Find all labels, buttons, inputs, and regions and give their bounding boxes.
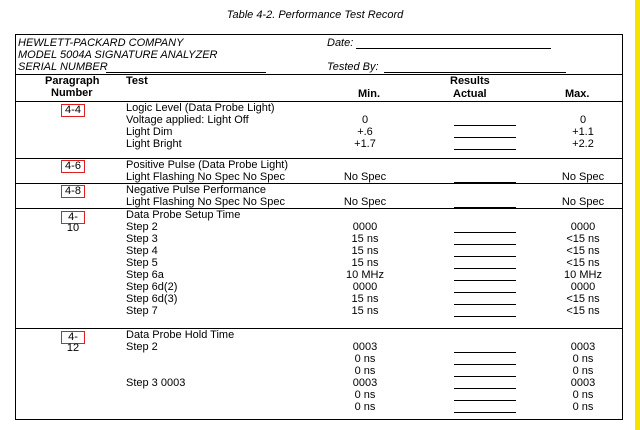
min-value: 15 ns xyxy=(351,233,379,245)
section-divider xyxy=(16,208,622,209)
max-value: No Spec xyxy=(561,196,605,208)
test-step-label: Step 7 xyxy=(126,305,158,317)
actual-result-line[interactable] xyxy=(454,256,516,257)
actual-result-line[interactable] xyxy=(454,244,516,245)
actual-result-line[interactable] xyxy=(454,268,516,269)
actual-result-line[interactable] xyxy=(454,292,516,293)
min-value: 15 ns xyxy=(351,257,379,269)
model-name: MODEL 5004A SIGNATURE ANALYZER xyxy=(18,49,218,61)
max-value: 10 MHz xyxy=(564,269,602,281)
section-title: Data Probe Setup Time xyxy=(126,209,241,221)
side-bar xyxy=(635,0,640,430)
min-value: 0000 xyxy=(352,221,378,233)
min-value: 15 ns xyxy=(351,245,379,257)
actual-column-header: Actual xyxy=(453,88,487,100)
max-value: 0 ns xyxy=(572,401,594,413)
test-step-label: Step 3 xyxy=(126,233,158,245)
test-step-label: Step 2 xyxy=(126,341,158,353)
actual-result-line[interactable] xyxy=(454,316,516,317)
min-value: 0003 xyxy=(352,377,378,389)
test-step-label: Step 6d(2) xyxy=(126,281,178,293)
section-title: Positive Pulse (Data Probe Light) xyxy=(126,159,289,171)
min-value: 10 MHz xyxy=(346,269,384,281)
min-value: 0 ns xyxy=(354,365,376,377)
serial-number-line[interactable] xyxy=(106,72,266,73)
test-step-label: Light Bright xyxy=(126,138,182,150)
min-value: +1.7 xyxy=(354,138,376,150)
paragraph-number-4-12[interactable]: 4-12 xyxy=(61,331,85,344)
table-caption: Table 4-2. Performance Test Record xyxy=(226,9,404,21)
min-value: 0003 xyxy=(352,341,378,353)
actual-result-line[interactable] xyxy=(454,232,516,233)
test-step-label: Voltage applied: Light Off xyxy=(126,114,249,126)
section-divider xyxy=(16,328,622,329)
test-step-label: Step 6d(3) xyxy=(126,293,178,305)
actual-result-line[interactable] xyxy=(454,182,516,183)
paragraph-column-header: Paragraph xyxy=(45,75,100,87)
actual-result-line[interactable] xyxy=(454,304,516,305)
min-value: No Spec xyxy=(343,171,387,183)
test-step-label: Step 2 xyxy=(126,221,158,233)
number-column-header: Number xyxy=(51,87,93,99)
actual-result-line[interactable] xyxy=(454,125,516,126)
actual-result-line[interactable] xyxy=(454,149,516,150)
max-value: 0 ns xyxy=(572,353,594,365)
actual-result-line[interactable] xyxy=(454,137,516,138)
max-value: +1.1 xyxy=(572,126,594,138)
min-value: 0 ns xyxy=(354,401,376,413)
test-step-label: Step 6a xyxy=(126,269,164,281)
tested-by-label: Tested By: xyxy=(327,61,379,73)
paragraph-number-4-8[interactable]: 4-8 xyxy=(61,185,85,198)
max-value: 0000 xyxy=(570,221,596,233)
min-value: 0 xyxy=(361,114,369,126)
test-step-label: Light Flashing No Spec No Spec xyxy=(126,196,285,208)
actual-result-line[interactable] xyxy=(454,376,516,377)
max-value: +2.2 xyxy=(572,138,594,150)
test-step-label: Step 4 xyxy=(126,245,158,257)
actual-result-line[interactable] xyxy=(454,280,516,281)
test-column-header: Test xyxy=(126,75,148,87)
max-value: 0 xyxy=(579,114,587,126)
section-divider xyxy=(16,101,622,102)
min-value: 0 ns xyxy=(354,353,376,365)
tested-by-line[interactable] xyxy=(384,72,566,73)
max-value: <15 ns xyxy=(566,245,600,257)
actual-result-line[interactable] xyxy=(454,207,516,208)
max-value: 0003 xyxy=(570,377,596,389)
max-column-header: Max. xyxy=(565,88,590,100)
actual-result-line[interactable] xyxy=(454,352,516,353)
test-step-label: Step 5 xyxy=(126,257,158,269)
min-value: +.6 xyxy=(357,126,373,138)
min-value: 15 ns xyxy=(351,293,379,305)
paragraph-number-4-4[interactable]: 4-4 xyxy=(61,104,85,117)
max-value: 0003 xyxy=(570,341,596,353)
max-value: <15 ns xyxy=(566,257,600,269)
max-value: No Spec xyxy=(561,171,605,183)
results-column-header: Results xyxy=(450,75,490,87)
section-title: Negative Pulse Performance xyxy=(126,184,267,196)
date-line[interactable] xyxy=(356,48,551,49)
max-value: <15 ns xyxy=(566,233,600,245)
header-divider xyxy=(16,74,622,75)
company-name: HEWLETT-PACKARD COMPANY xyxy=(18,37,184,49)
actual-result-line[interactable] xyxy=(454,400,516,401)
max-value: 0 ns xyxy=(572,389,594,401)
actual-result-line[interactable] xyxy=(454,388,516,389)
max-value: 0000 xyxy=(570,281,596,293)
min-value: No Spec xyxy=(343,196,387,208)
test-step-label: Light Dim xyxy=(126,126,173,138)
section-divider xyxy=(16,183,622,184)
actual-result-line[interactable] xyxy=(454,364,516,365)
paragraph-number-4-6[interactable]: 4-6 xyxy=(61,160,85,173)
max-value: <15 ns xyxy=(566,293,600,305)
section-divider xyxy=(16,158,622,159)
min-value: 15 ns xyxy=(351,305,379,317)
min-value: 0 ns xyxy=(354,389,376,401)
section-title: Data Probe Hold Time xyxy=(126,329,235,341)
actual-result-line[interactable] xyxy=(454,412,516,413)
date-label: Date: xyxy=(327,37,354,49)
min-column-header: Min. xyxy=(358,88,380,100)
test-step-label: Step 3 0003 xyxy=(126,377,186,389)
section-title: Logic Level (Data Probe Light) xyxy=(126,102,275,114)
serial-number-label: SERIAL NUMBER xyxy=(18,61,108,73)
max-value: <15 ns xyxy=(566,305,600,317)
performance-test-record-table xyxy=(15,34,623,420)
min-value: 0000 xyxy=(352,281,378,293)
paragraph-number-4-10[interactable]: 4-10 xyxy=(61,211,85,224)
test-step-label: Light Flashing No Spec No Spec xyxy=(126,171,285,183)
max-value: 0 ns xyxy=(572,365,594,377)
